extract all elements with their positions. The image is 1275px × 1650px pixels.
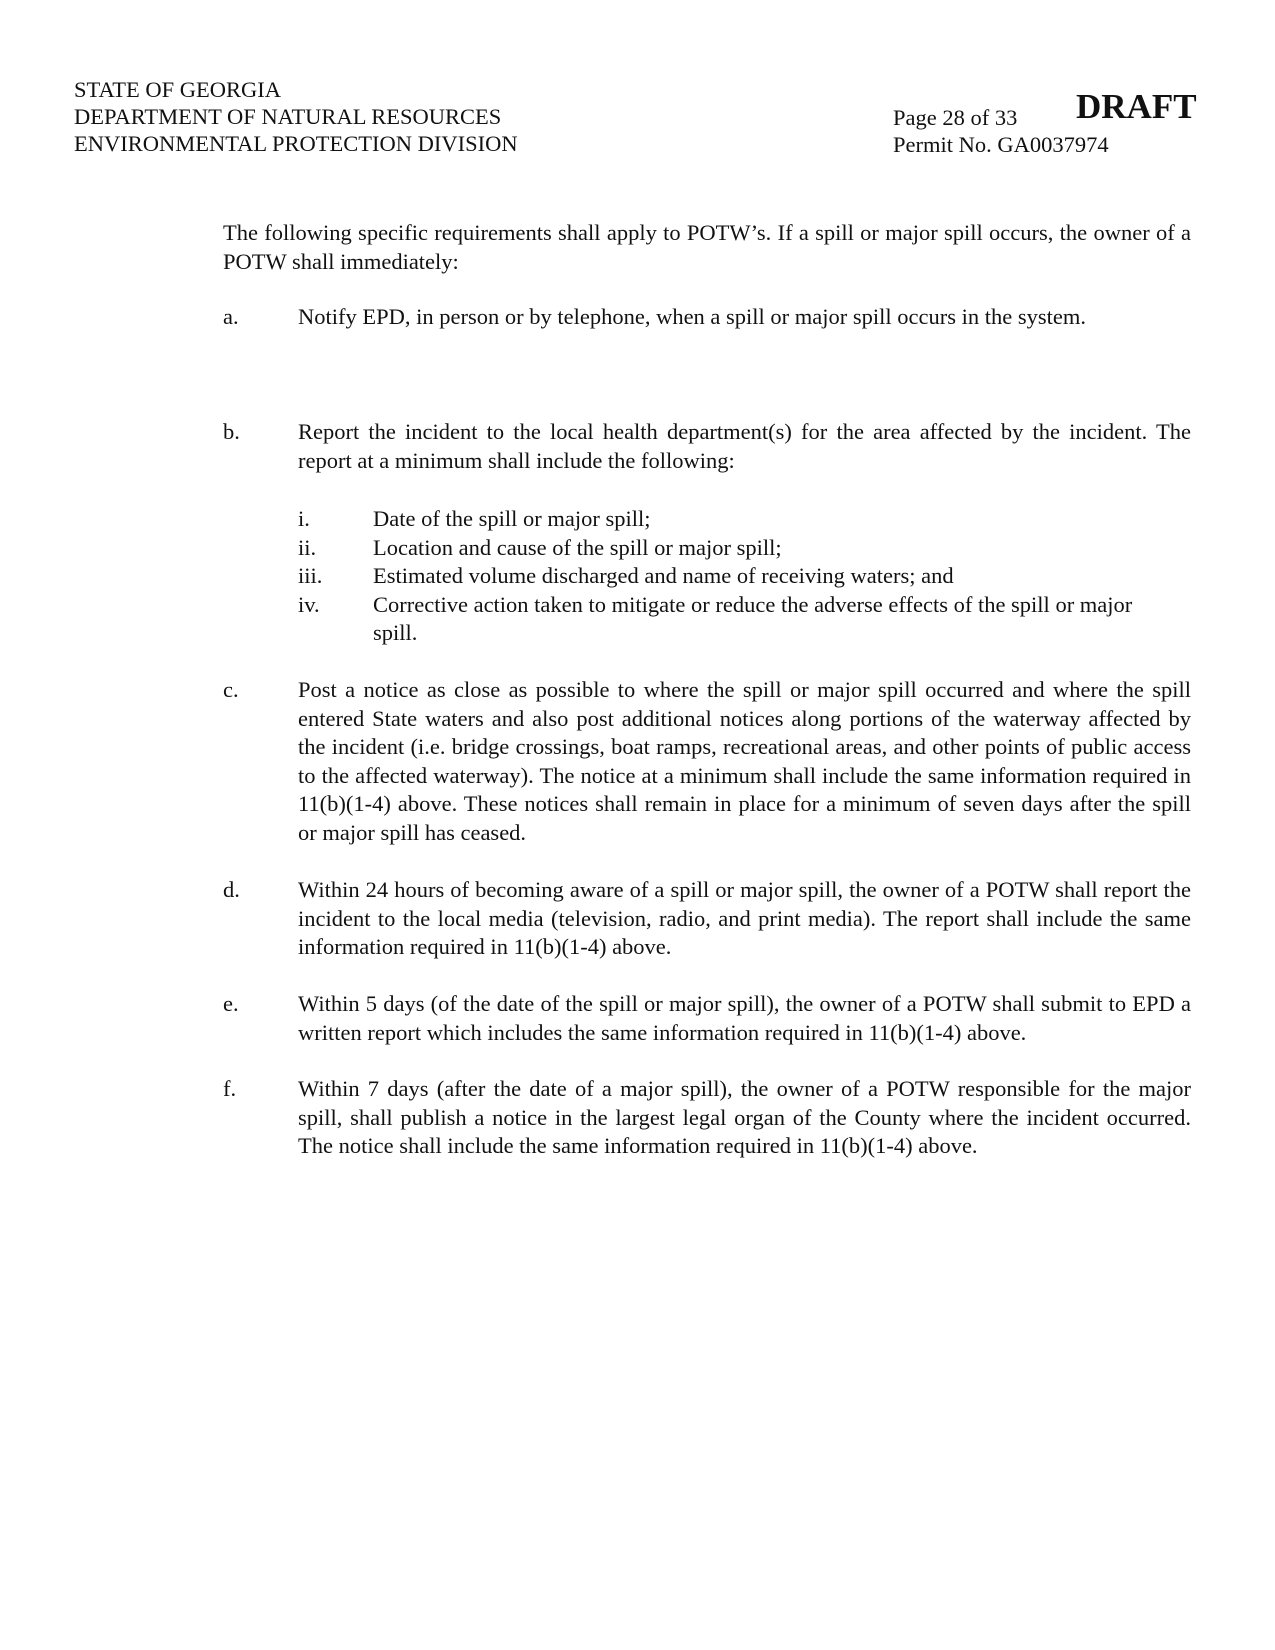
page-number: Page 28 of 33 (893, 105, 1018, 130)
draft-label: DRAFT (1076, 87, 1197, 126)
sublist-item (298, 505, 1191, 534)
item-text: Report the incident to the local health department(s) for the area affected by the incident. The report at a minimum shall include the following: (298, 419, 1191, 473)
agency-header (74, 76, 518, 157)
list-item-e (223, 990, 1191, 1047)
list-item-f (223, 1075, 1191, 1161)
item-letter: d. (223, 877, 240, 902)
sublist-number: iii. (298, 563, 323, 588)
item-letter: b. (223, 419, 240, 444)
item-text: Notify EPD, in person or by telephone, when a spill or major spill occurs in the system. (298, 304, 1086, 329)
list-item-a (223, 303, 1191, 332)
sublist-text: Date of the spill or major spill; (373, 506, 651, 531)
header-department: DEPARTMENT OF NATURAL RESOURCES (74, 104, 502, 129)
item-letter: f. (223, 1076, 237, 1101)
item-letter: c. (223, 677, 239, 702)
sublist-text: Location and cause of the spill or major spill; (373, 534, 782, 560)
sublist-number: iv. (298, 591, 320, 617)
sublist-item (298, 591, 1191, 648)
sublist-item (298, 562, 1191, 591)
sublist-text: Estimated volume discharged and name of receiving waters; and (373, 563, 954, 588)
list-item-c (223, 676, 1191, 847)
header-state: STATE OF GEORGIA (74, 77, 281, 102)
intro-paragraph: The following specific requirements shall apply to POTW’s. If a spill or major spill occurs, the owner of a POTW shall immediately: (223, 220, 1191, 274)
list-item-d (223, 876, 1191, 962)
item-text: Within 24 hours of becoming aware of a spill or major spill, the owner of a POTW shall report the incident to the local media (television, radio, and print media). The report shall include the same information required in 11(b)(1-4) above. (298, 877, 1191, 959)
item-text: Within 5 days (of the date of the spill or major spill), the owner of a POTW shall submit to EPD a written report which includes the same information required in 11(b)(1-4) above. (298, 991, 1191, 1045)
sublist-number: ii. (298, 534, 317, 560)
sublist (298, 505, 1191, 648)
permit-number: Permit No. GA0037974 (893, 132, 1109, 157)
sublist-number: i. (298, 506, 310, 531)
sublist-item (298, 534, 1191, 563)
item-text: Post a notice as close as possible to where the spill or major spill occurred and where the spill entered State waters and also post additional notices along portions of the waterway affected by the incident (i.e. bridge crossings, boat ramps, recreational areas, and other points of public access to the affected waterway). The notice at a minimum shall include the same information required in 11(b)(1-4) above. These notices shall remain in place for a minimum of seven days after the spill or major spill has ceased. (298, 677, 1191, 845)
list-item-b (223, 418, 1191, 475)
item-letter: e. (223, 991, 239, 1016)
header-division: ENVIRONMENTAL PROTECTION DIVISION (74, 131, 518, 156)
item-letter: a. (223, 304, 239, 329)
item-text: Within 7 days (after the date of a major spill), the owner of a POTW responsible for the major spill, shall publish a notice in the largest legal organ of the County where the incident occurred. The notice shall include the same information required in 11(b)(1-4) above. (298, 1076, 1191, 1158)
sublist-text: Corrective action taken to mitigate or reduce the adverse effects of the spill or major spill. (373, 591, 1133, 645)
